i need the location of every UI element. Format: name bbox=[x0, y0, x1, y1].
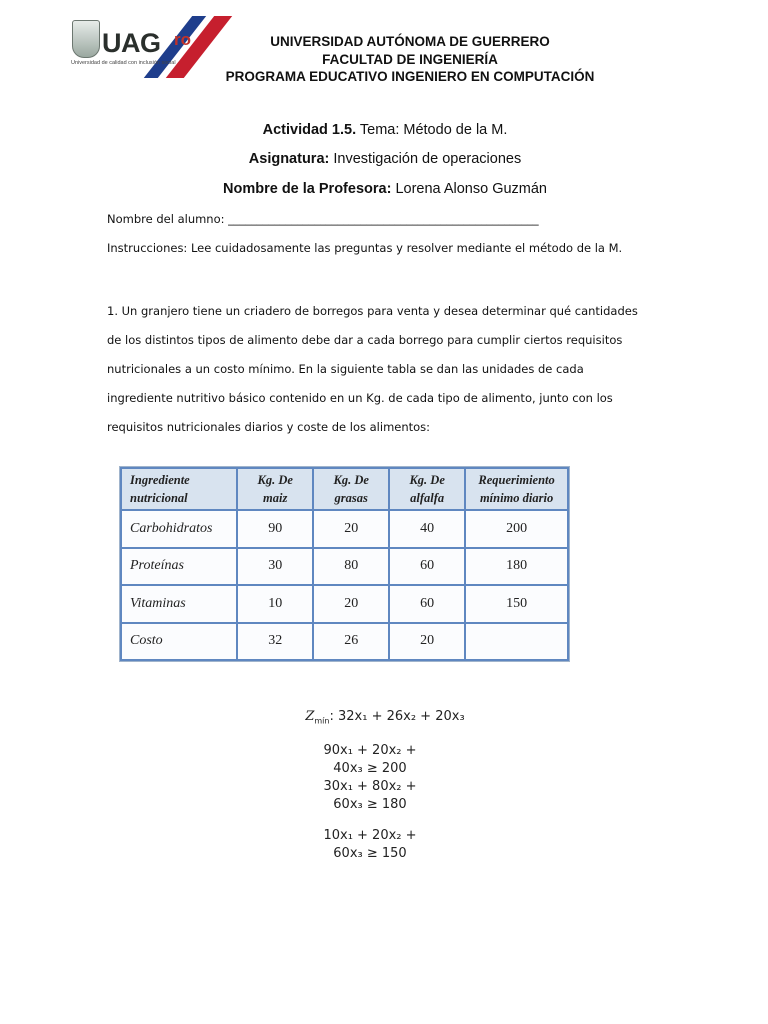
nutrition-table bbox=[119, 466, 570, 662]
constraint-line: 10x₁ + 20x₂ + bbox=[323, 828, 417, 843]
logo-suffix: ro bbox=[174, 30, 191, 49]
table-cell: 20 bbox=[313, 585, 389, 623]
activity-text: Tema: Método de la M. bbox=[356, 122, 508, 138]
constraints-group-2 bbox=[300, 827, 440, 863]
table-row bbox=[121, 623, 568, 661]
table-row bbox=[121, 510, 568, 548]
table-cell: 30 bbox=[237, 548, 313, 586]
table-cell: 200 bbox=[465, 510, 568, 548]
table-cell: Proteínas bbox=[121, 548, 237, 586]
student-name-line: Nombre del alumno: ______________________________________________________ bbox=[107, 212, 539, 226]
constraint-line: 30x₁ + 80x₂ + bbox=[323, 779, 417, 794]
table-row bbox=[121, 548, 568, 586]
objective-function bbox=[300, 709, 470, 726]
activity-label: Actividad 1.5. bbox=[262, 122, 357, 138]
constraint-line: 40x₃ ≥ 200 bbox=[333, 761, 407, 776]
table-cell: 90 bbox=[237, 510, 313, 548]
table-cell: 32 bbox=[237, 623, 313, 661]
table-cell: 150 bbox=[465, 585, 568, 623]
table-cell: Carbohidratos bbox=[121, 510, 237, 548]
table-cell: 180 bbox=[465, 548, 568, 586]
table-header-cell: Kg. De grasas bbox=[313, 468, 389, 510]
table-cell: 60 bbox=[389, 585, 465, 623]
table-cell: 40 bbox=[389, 510, 465, 548]
question-1: 1. Un granjero tiene un criadero de borregos para venta y desea determinar qué cantidades de los distintos tipos de alimento debe dar a cada borrego para cumplir ciertos requisitos nutricionales a un costo mínimo. En la siguiente tabla se dan las unidades de cada ingrediente nutritivo básico contenido en un Kg. de cada tipo de alimento, junto con los requisitos nutricionales diarios y coste de los alimentos: bbox=[107, 304, 638, 434]
header-program: PROGRAMA EDUCATIVO INGENIERO EN COMPUTACIÓN bbox=[225, 69, 595, 84]
table-cell: 10 bbox=[237, 585, 313, 623]
constraint-line: 90x₁ + 20x₂ + bbox=[323, 743, 417, 758]
table-cell: 60 bbox=[389, 548, 465, 586]
table-cell: 20 bbox=[389, 623, 465, 661]
table-header-cell: Requerimiento mínimo diario bbox=[465, 468, 568, 510]
constraint-line: 60x₃ ≥ 180 bbox=[333, 797, 407, 812]
table-header-cell: Ingrediente nutricional bbox=[121, 468, 237, 510]
constraints-group-1 bbox=[300, 742, 440, 814]
objective-expression: : 32x₁ + 26x₂ + 20x₃ bbox=[329, 709, 465, 724]
teacher-label: Nombre de la Profesora: bbox=[223, 181, 392, 197]
table-cell: Vitaminas bbox=[121, 585, 237, 623]
teacher-text: Lorena Alonso Guzmán bbox=[391, 181, 547, 197]
table-cell: 80 bbox=[313, 548, 389, 586]
table-row bbox=[121, 585, 568, 623]
logo-motto: Universidad de calidad con inclusión social bbox=[71, 60, 176, 66]
objective-symbol: Z bbox=[305, 709, 315, 724]
header-faculty: FACULTAD DE INGENIERÍA bbox=[322, 52, 498, 67]
header-university: UNIVERSIDAD AUTÓNOMA DE GUERRERO bbox=[270, 34, 550, 49]
subject-text: Investigación de operaciones bbox=[329, 151, 522, 167]
logo-text: UAG bbox=[102, 28, 161, 58]
subject-line bbox=[110, 151, 660, 167]
table-header-cell: Kg. De maiz bbox=[237, 468, 313, 510]
subject-label: Asignatura: bbox=[248, 151, 330, 167]
objective-subscript: mín bbox=[314, 716, 330, 726]
university-shield-icon bbox=[72, 20, 100, 58]
table-header-row bbox=[121, 468, 568, 510]
teacher-line bbox=[110, 181, 660, 197]
table-cell: 26 bbox=[313, 623, 389, 661]
table-cell: 20 bbox=[313, 510, 389, 548]
constraint-line: 60x₃ ≥ 150 bbox=[333, 846, 407, 861]
table-cell: Costo bbox=[121, 623, 237, 661]
table-cell bbox=[465, 623, 568, 661]
table-header-cell: Kg. De alfalfa bbox=[389, 468, 465, 510]
instructions: Instrucciones: Lee cuidadosamente las preguntas y resolver mediante el método de la M. bbox=[107, 241, 623, 255]
activity-line bbox=[110, 122, 660, 138]
